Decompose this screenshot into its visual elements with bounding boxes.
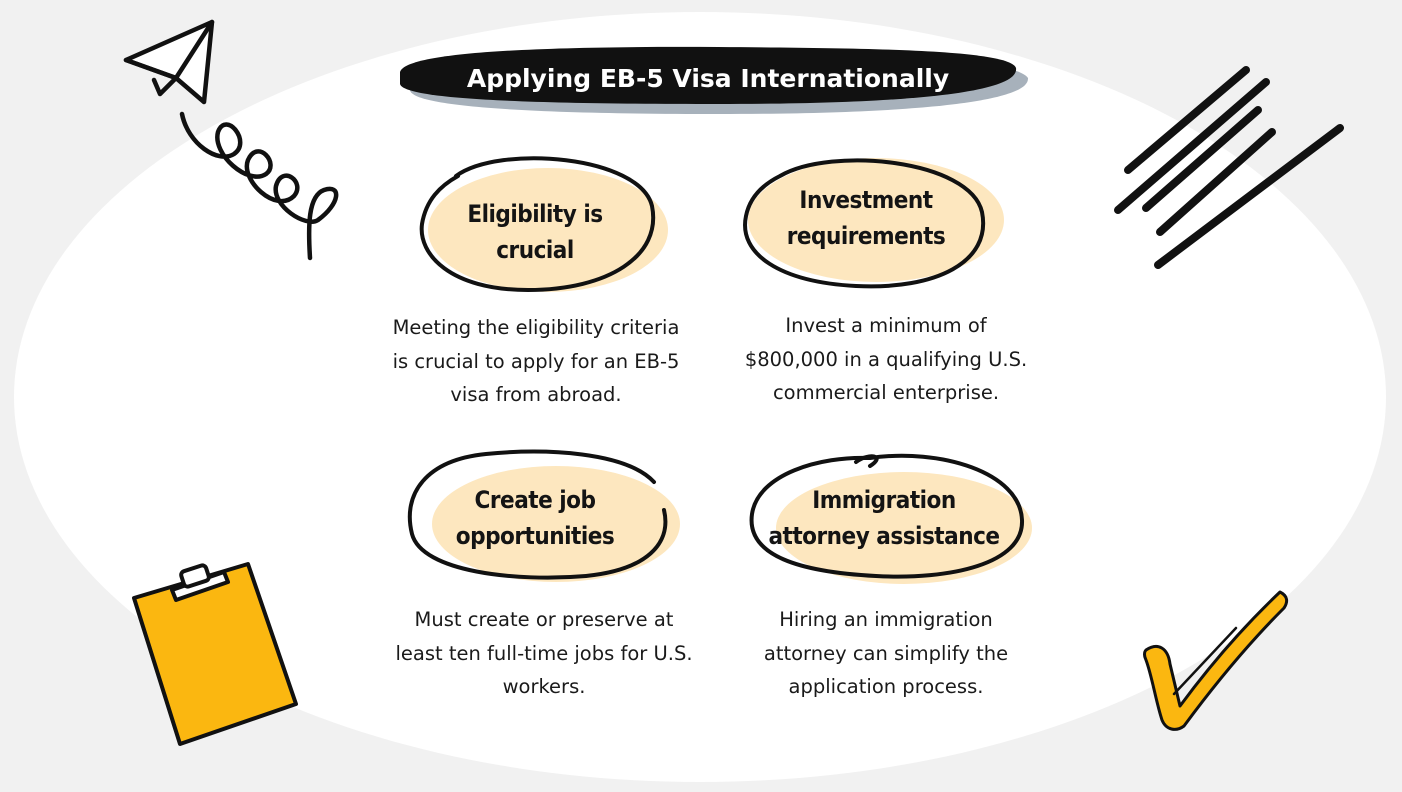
card-jobs [396,444,716,734]
card-heading: Immigration attorney assistance [768,486,1000,550]
card-heading: Create job opportunities [455,486,615,550]
card-description: Must create or preserve at least ten full-time jobs for U.S. workers. [395,608,693,698]
title-banner [398,44,1032,116]
card-description: Meeting the eligibility criteria is crucial to apply for an EB-5 visa from abroad. [392,316,680,406]
card-description: Hiring an immigration attorney can simplify the application process. [763,608,1009,698]
card-heading: Eligibility is crucial [467,200,603,264]
paper-plane-icon [118,14,358,264]
card-heading: Investment requirements [786,186,946,250]
page-title: Applying EB-5 Visa Internationally [466,64,950,93]
card-investment [736,150,1056,440]
checkmark-icon [1140,584,1295,734]
card-eligibility [388,150,708,440]
hatch-lines-doodle [1108,60,1353,280]
card-description: Invest a minimum of $800,000 in a qualifying U.S. commercial enterprise. [744,314,1028,404]
clipboard-icon [124,556,304,751]
card-attorney [740,444,1060,734]
